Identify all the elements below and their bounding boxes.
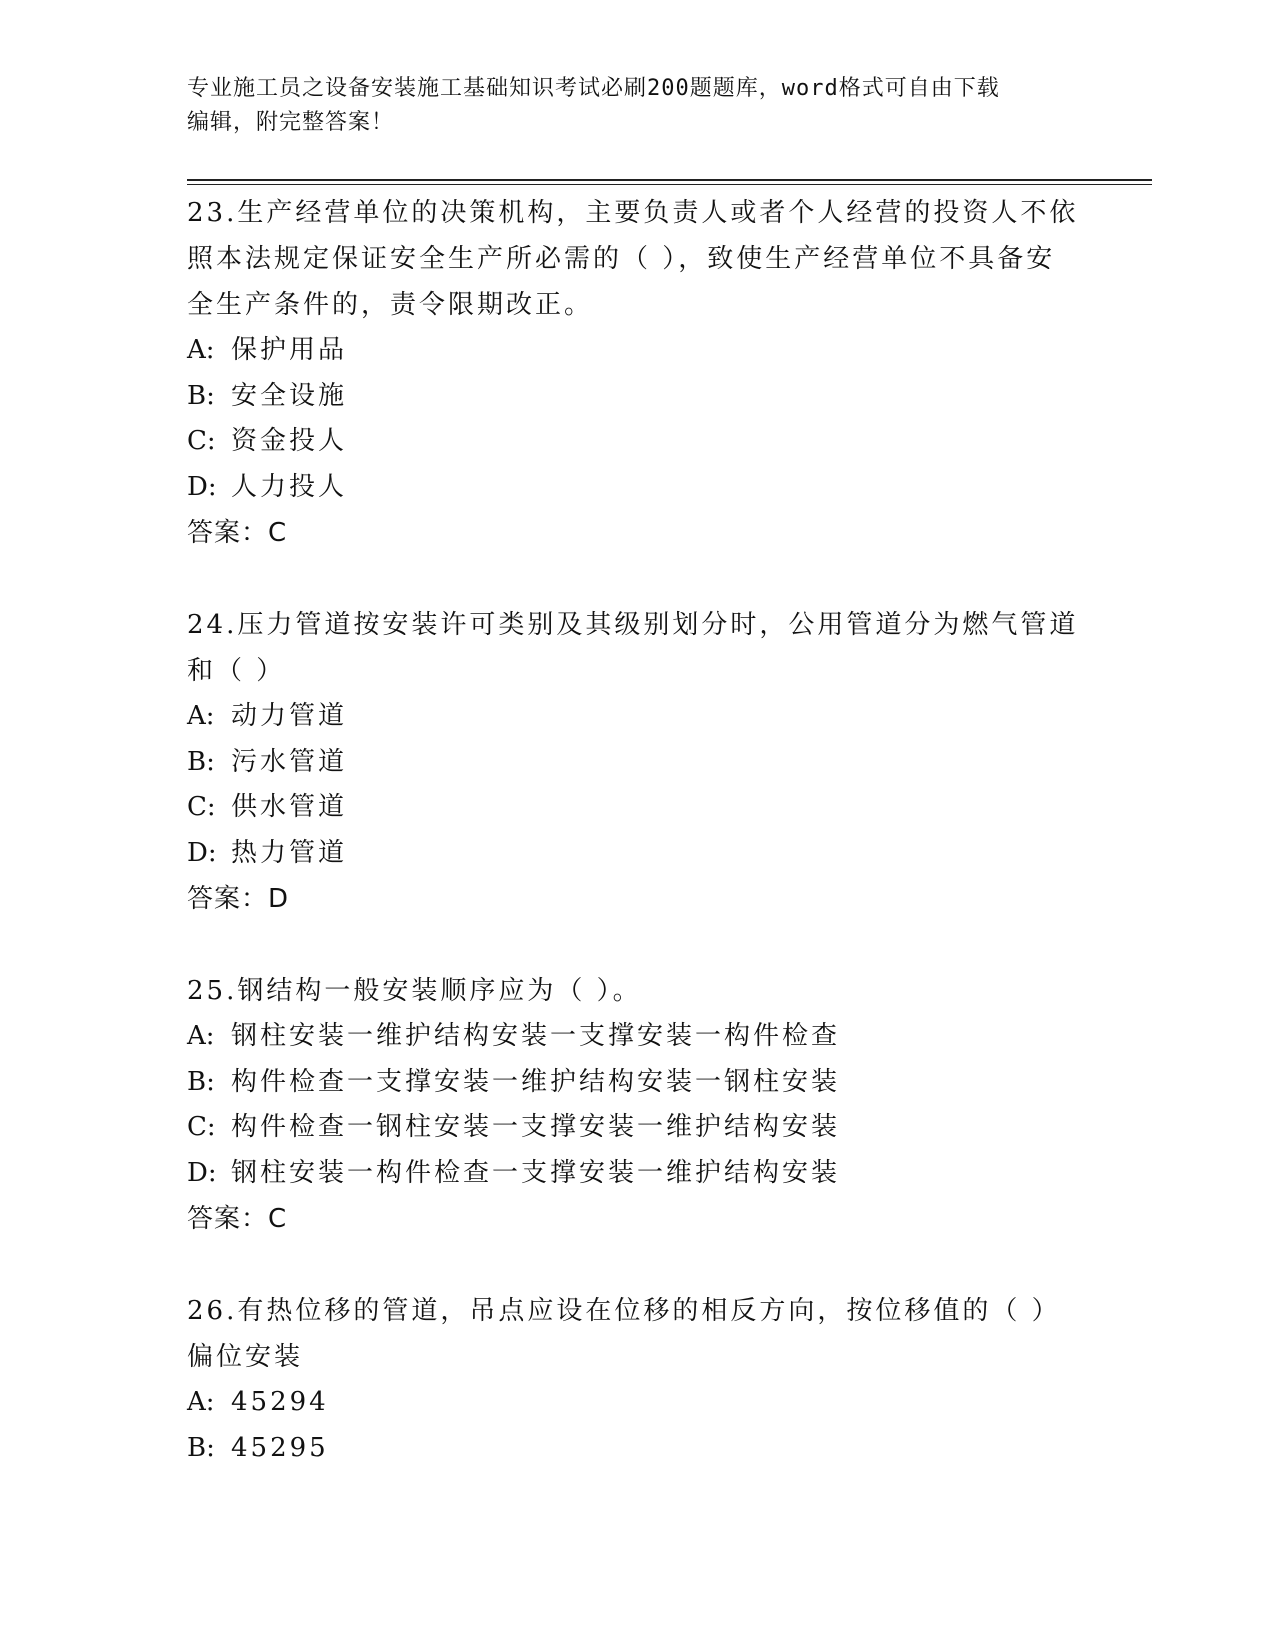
- stem-line: 25.钢结构一般安装顺序应为（ ）。: [187, 976, 642, 1006]
- option-letter: B:: [187, 380, 215, 411]
- question-stem: [187, 1288, 1087, 1380]
- stem-line: 26.有热位移的管道，吊点应设在位移的相反方向，按位移值的（ ）: [187, 1296, 1061, 1326]
- question-stem: [187, 602, 1087, 694]
- option-text: 构件检查一支撑安装一维护结构安装一钢柱安装: [231, 1066, 841, 1097]
- option-text: 45295: [231, 1432, 329, 1463]
- option-letter: C:: [187, 426, 216, 456]
- option-text: 安全设施: [231, 380, 348, 411]
- option-text: 热力管道: [231, 837, 348, 868]
- option-text: 构件检查一钢柱安装一支撑安装一维护结构安装: [231, 1112, 841, 1142]
- document-header: [187, 72, 1087, 140]
- option-c: [187, 785, 1087, 831]
- stem-line: 照本法规定保证安全生产所必需的（ ），致使生产经营单位不具备安: [187, 244, 1056, 274]
- option-letter: C:: [187, 792, 216, 822]
- option-letter: A:: [187, 1021, 215, 1051]
- header-rule-thick: [187, 179, 1152, 181]
- answer-line: 答案：C: [187, 518, 288, 548]
- answer-line: 答案：C: [187, 1204, 288, 1234]
- option-letter: A:: [187, 1387, 215, 1417]
- option-b: [187, 740, 1087, 786]
- option-a: [187, 1380, 1087, 1426]
- option-text: 保护用品: [231, 335, 348, 365]
- option-d: [187, 465, 1087, 511]
- option-text: 人力投人: [231, 471, 348, 502]
- stem-line: 23.生产经营单位的决策机构，主要负责人或者个人经营的投资人不依: [187, 198, 1079, 228]
- question-23: [187, 190, 1087, 556]
- option-letter: A:: [187, 701, 215, 731]
- stem-line: 和（ ）: [187, 656, 286, 686]
- option-letter: A:: [187, 335, 215, 365]
- option-text: 动力管道: [231, 701, 348, 731]
- option-text: 污水管道: [231, 746, 348, 777]
- option-b: [187, 1426, 1087, 1472]
- option-a: [187, 1014, 1087, 1060]
- stem-line: 24.压力管道按安装许可类别及其级别划分时，公用管道分为燃气管道: [187, 610, 1079, 640]
- option-text: 钢柱安装一构件检查一支撑安装一维护结构安装: [231, 1157, 841, 1188]
- option-letter: D:: [187, 1157, 217, 1188]
- header-line-1: 专业施工员之设备安装施工基础知识考试必刷200题题库，word格式可自由下载: [187, 76, 1000, 101]
- option-text: 45294: [231, 1387, 329, 1417]
- stem-line: 偏位安装: [187, 1342, 304, 1372]
- header-line-2: 编辑，附完整答案！: [187, 110, 395, 135]
- question-24: [187, 602, 1087, 922]
- option-letter: C:: [187, 1112, 216, 1142]
- option-text: 钢柱安装一维护结构安装一支撑安装一构件检查: [231, 1021, 841, 1051]
- question-stem: [187, 968, 1087, 1014]
- option-d: [187, 831, 1087, 877]
- header-rule-thin: [187, 184, 1152, 185]
- question-26: [187, 1288, 1087, 1471]
- question-list: [187, 190, 1087, 1517]
- answer-line: 答案：D: [187, 884, 290, 914]
- question-25: [187, 968, 1087, 1242]
- option-b: [187, 374, 1087, 420]
- option-text: 资金投人: [231, 426, 348, 456]
- option-d: [187, 1151, 1087, 1197]
- option-a: [187, 328, 1087, 374]
- option-a: [187, 694, 1087, 740]
- option-letter: D:: [187, 837, 217, 868]
- option-c: [187, 419, 1087, 465]
- option-letter: B:: [187, 746, 215, 777]
- question-stem: [187, 190, 1087, 328]
- option-letter: B:: [187, 1066, 215, 1097]
- stem-line: 全生产条件的，责令限期改正。: [187, 290, 594, 320]
- option-letter: D:: [187, 471, 217, 502]
- option-letter: B:: [187, 1432, 215, 1463]
- option-b: [187, 1060, 1087, 1106]
- option-text: 供水管道: [231, 792, 348, 822]
- option-c: [187, 1105, 1087, 1151]
